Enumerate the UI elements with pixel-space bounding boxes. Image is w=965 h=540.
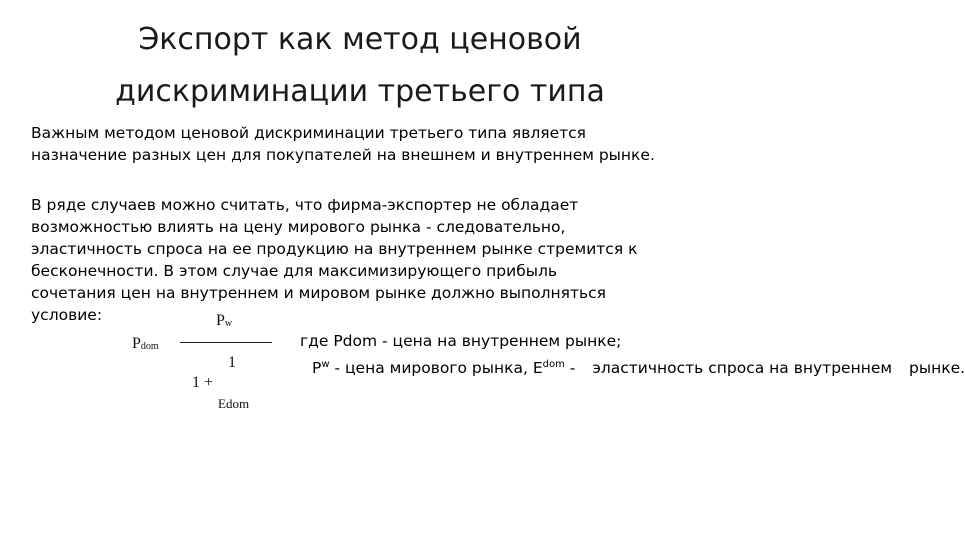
price-formula	[120, 306, 300, 416]
formula-pw: $P_w$	[216, 312, 233, 329]
formula-edom: Edom	[218, 396, 250, 411]
intro-line-1: Важным методом ценовой дискриминации третьего типа является	[31, 124, 587, 142]
explanation-line-1: где Pdom - цена на внутреннем рынке;	[300, 332, 622, 350]
formula-one: 1	[228, 354, 236, 371]
slide-title-line-2: дискриминации третьего типа	[115, 74, 605, 109]
intro-line-2: назначение разных цен для покупателей на внешнем и внутреннем рынке.	[31, 146, 655, 164]
explanation-line-4: рынке.	[909, 359, 965, 377]
fraction-bar	[180, 342, 272, 343]
explanation-line-3: эластичность спроса на внутреннем	[592, 359, 893, 377]
explanation-line-2: $P^w$ - цена мирового рынка, $E^{dom}$ -	[312, 359, 576, 377]
formula-explanation	[300, 330, 965, 380]
slide-title-line-1: Экспорт как метод ценовой	[138, 22, 582, 57]
condition-line-5: сочетания цен на внутреннем и мировом рынке должно выполняться	[31, 284, 607, 302]
intro-paragraph	[31, 122, 691, 166]
formula-pdom: $P_{dom}$	[132, 335, 159, 352]
condition-line-3: эластичность спроса на ее продукцию на внутреннем рынке стремится к	[31, 240, 638, 258]
condition-line-4: бесконечности. В этом случае для максимизирующего прибыль	[31, 262, 558, 280]
condition-line-1: В ряде случаев можно считать, что фирма-экспортер не обладает	[31, 196, 579, 214]
condition-line-6: условие:	[31, 306, 103, 324]
condition-line-2: возможностью влиять на цену мирового рынка - следовательно,	[31, 218, 566, 236]
formula-one-plus: 1 +	[192, 374, 214, 391]
